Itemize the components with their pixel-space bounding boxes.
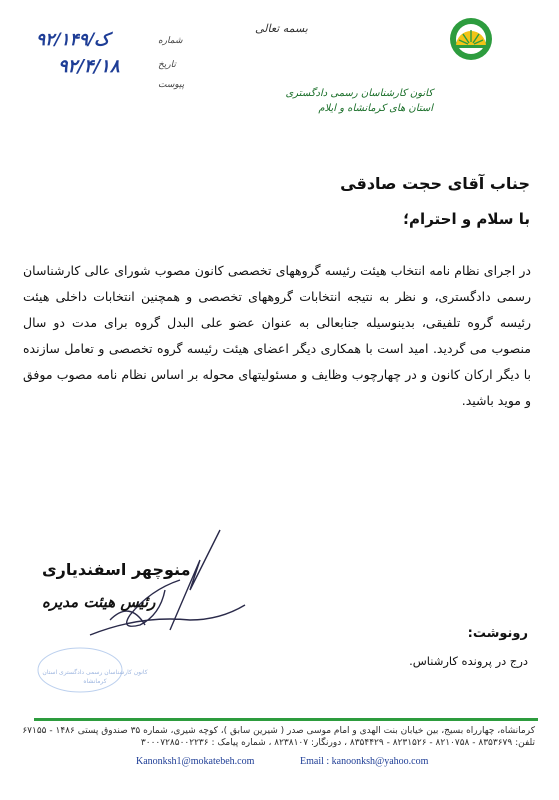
number-label: شماره (158, 36, 183, 46)
greeting: با سلام و احترام؛ (403, 210, 530, 228)
org-logo-icon (448, 16, 494, 62)
footer-email-2-label: Email : (300, 756, 332, 767)
invocation: بسمه تعالی (255, 22, 308, 35)
addressee: جناب آقای حجت صادقی (340, 174, 530, 193)
handwritten-signature (70, 520, 260, 650)
footer-email-2 (300, 756, 428, 767)
footer-email-2-link[interactable]: kanoonksh@yahoo.com (331, 756, 429, 767)
signer-name: منوچهر اسفندیاری (42, 560, 191, 579)
number-value: ۹۲/ک/۱۴۹ (36, 30, 110, 50)
stamp-text: کانون کارشناسان رسمی دادگستری استان کرمانشاه (42, 669, 148, 685)
footer-divider (34, 718, 538, 721)
date-value: ۹۲/۴/۱۸ (58, 56, 120, 77)
cc-text: درج در پرونده کارشناس. (409, 654, 528, 668)
letter-body: در اجرای نظام نامه انتخاب هیئت رئیسه گروههای تخصصی کانون مصوب شورای عالی کارشناسان رسمی دادگستری، و نظر به نتیجه انتخابات گروههای تخصصی و همچنین انتخابات داخلی هیئت رئیسه گروه تلفیقی، بدینوسیله جنابعالی به عنوان عضو علی البدل گروه برای مدت دو سال منصوب می گردید. امید است با همکاری دیگر اعضای هیئت رئیسه گروه تخصصی و تعامل سازنده با دیگر ارکان کانون و در چهارچوب وظایف و مسئولیتهای محوله بر اساس نظام نامه مصوب موفق و موید باشید. (23, 263, 531, 408)
footer-contact (15, 725, 535, 749)
org-name-line-1: کانون کارشناسان رسمی دادگستری (285, 88, 433, 99)
footer-email-1[interactable]: Kanonksh1@mokatebeh.com (136, 756, 255, 767)
date-label: تاریخ (158, 60, 176, 70)
attachment-label: پیوست (158, 80, 185, 90)
signer-title: رئیس هیئت مدیره (42, 593, 156, 611)
footer-phones: تلفن: ۸۳۵۳۶۷۹ - ۸۲۱۰۷۵۸ - ۸۲۳۱۵۲۶ - ۸۳۵۴۴۲۹ ، دورنگار: ۸۲۳۸۱۰۷ ، شماره پیامک : ۳۰۰۰۷۲۸۵۰۰۲۲۳۶ (140, 738, 535, 748)
footer-address: کرمانشاه، چهارراه بسیج، بین خیابان بنت الهدی و امام موسی صدر ( شیرین سابق )، کوچه شیری، شماره ۳۵ صندوق پستی ۱۴۸۶ - ۶۷۱۵۵ (22, 726, 535, 736)
cc-title: رونوشت: (467, 626, 528, 641)
organization-name (263, 86, 433, 116)
org-name-line-2: استان های کرمانشاه و ایلام (318, 103, 433, 114)
